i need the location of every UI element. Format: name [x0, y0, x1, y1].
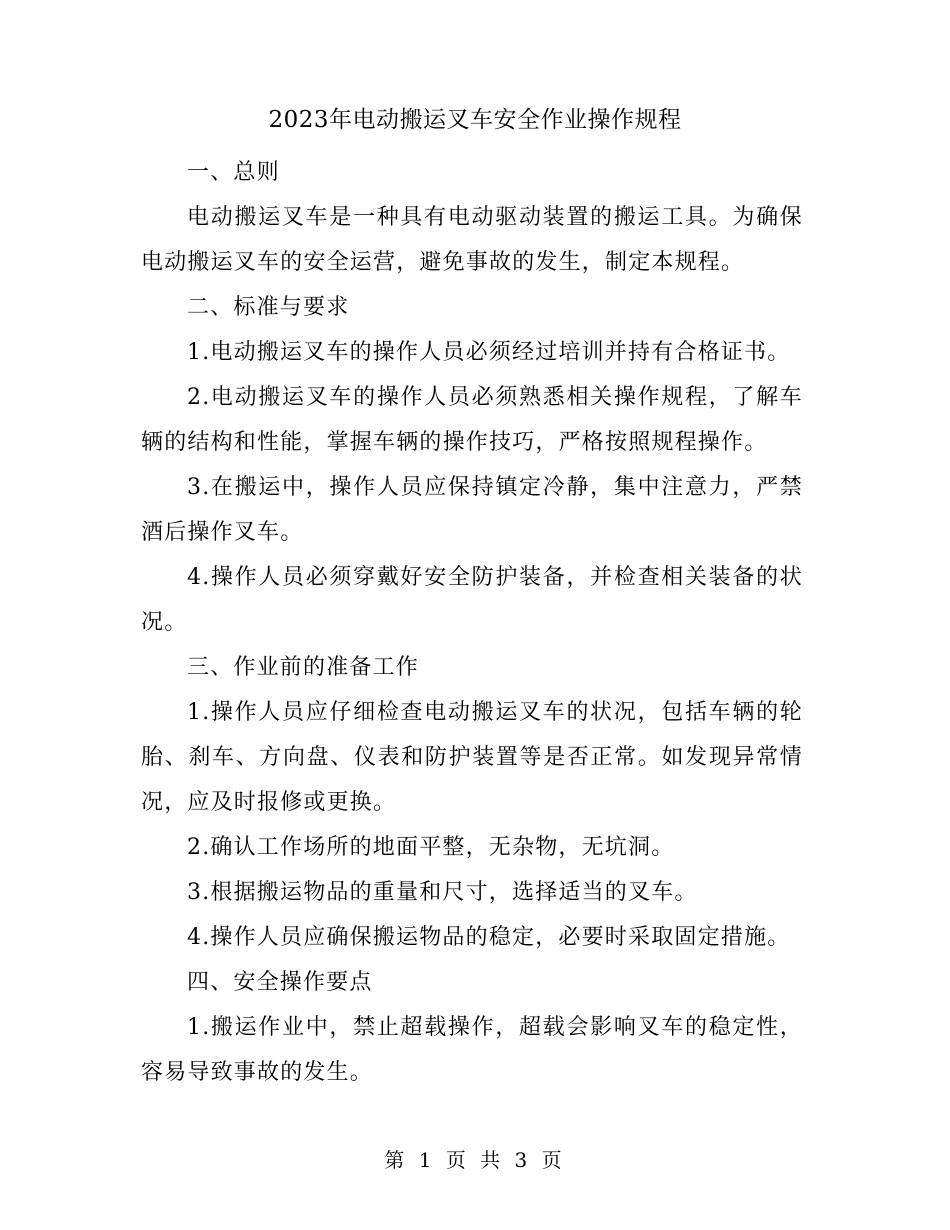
list-item-standards-2: 2.电动搬运叉车的操作人员必须熟悉相关操作规程，了解车辆的结构和性能，掌握车辆的操作技巧，严格按照规程操作。	[141, 385, 803, 455]
document-title: 2023年电动搬运叉车安全作业操作规程	[268, 107, 682, 133]
list-item-standards-1: 1.电动搬运叉车的操作人员必须经过培训并持有合格证书。	[187, 340, 791, 365]
section-heading-standards: 二、标准与要求	[187, 295, 350, 320]
list-item-standards-4: 4.操作人员必须穿戴好安全防护装备，并检查相关装备的状况。	[141, 565, 803, 635]
list-item-preparation-3: 3.根据搬运物品的重量和尺寸，选择适当的叉车。	[187, 880, 698, 905]
section-heading-safety: 四、安全操作要点	[187, 970, 373, 995]
section-heading-preparation: 三、作业前的准备工作	[187, 655, 420, 680]
list-item-preparation-4: 4.操作人员应确保搬运物品的稳定，必要时采取固定措施。	[187, 925, 791, 950]
document-body	[141, 150, 803, 1095]
page-footer: 第 1 页 共 3 页	[384, 1148, 566, 1172]
section-heading-general: 一、总则	[187, 160, 280, 185]
list-item-standards-3: 3.在搬运中，操作人员应保持镇定冷静，集中注意力，严禁酒后操作叉车。	[141, 475, 803, 545]
paragraph-general: 电动搬运叉车是一种具有电动驱动装置的搬运工具。为确保电动搬运叉车的安全运营，避免事故的发生，制定本规程。	[141, 205, 803, 275]
list-item-preparation-1: 1.操作人员应仔细检查电动搬运叉车的状况，包括车辆的轮胎、刹车、方向盘、仪表和防护装置等是否正常。如发现异常情况，应及时报修或更换。	[141, 700, 803, 815]
list-item-preparation-2: 2.确认工作场所的地面平整，无杂物，无坑洞。	[187, 835, 675, 860]
list-item-safety-1: 1.搬运作业中，禁止超载操作，超载会影响叉车的稳定性，容易导致事故的发生。	[141, 1015, 803, 1085]
